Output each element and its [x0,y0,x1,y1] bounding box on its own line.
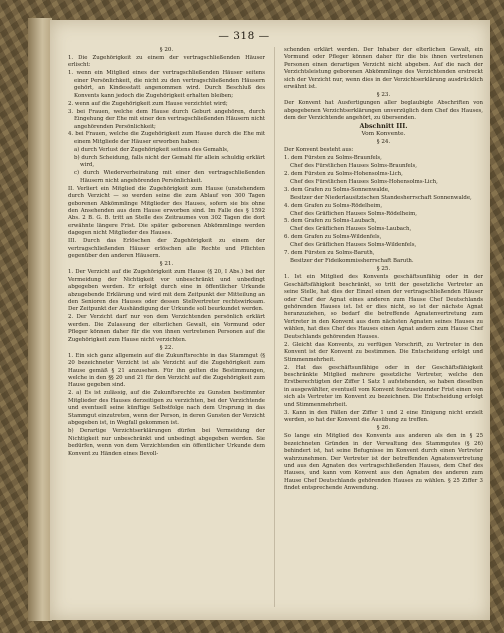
sub-list-item: Chef des Gräflichen Hauses Solms-Laubach, [290,226,412,233]
paragraph: 2. Hat das geschäftsunfähige oder in der Geschäftsfähigkeit beschränkte Mitglied mehrere gesetzliche Vertreter, welche den Erstberechtigten der Ziffer 1 Satz 1 aufstehenden, so haben dieselben in ausgewählter, eventuell vom Konvent festzusetzender Frist einen von sich als Vertreter im Konvent zu bezeichnen. Die Entscheidung erfolgt und Stimmenmehrheit. [284,364,483,408]
paragraph: 2. a) Es ist zulässig, auf die Zukunftsrechte zu Gunsten bestimmter Mitglieder des Hauses derzeitigen zu verzichten, bei der Verzichtende und eventuell seine künftige Selbstfolge nach dem Ursprung in das Stammgut einzutreten, wenn der Person, in deren Gunsten der Verzicht abgegeben ist, in Wegfall gekommen ist. [68,390,265,427]
paragraph: II. Verliert ein Mitglied die Zugehörigkeit zum Hause (unstehendem durch Verzicht — so werden seine die zum Ablauf von 300 Tagen geborenen Abkömmlinge Mitglieder des Hauses, sofern sie bis ohne den Ansehenden aus dem Hause erworben sind. Im Falle des § 1592 Abs. 2 B. G. B. tritt an Stelle des Zeitraumes von 302 Tagen die dort erwähnte längere Frist. Die später geborenen Abkömmlinge werden dagegen nicht Mitglieder des Hauses. [68,185,265,237]
sub-list-item: Chef des Gräflichen Hauses Solms-Rödelheim, [290,210,417,217]
chapter-subtitle: Vom Konvente. [361,130,406,137]
column-divider [274,47,275,607]
paragraph: 1. Ein sich ganz allgemein auf die Zukunftsrechte in das Stammgut (§ 20 bezeichneter Verzicht ist als Verzicht auf die Zugehörigkeit zum Hause gemäß § 21 anzusehen. Für ihn gelten die Bestimmungen, welche in den §§ 20 und 21 für den Verzicht auf die Zugehörigkeit zum Hause gegeben sind. [68,352,265,389]
list-item: 7. dem Fürsten zu Solms-Baruth, [284,250,375,257]
page-number: — 318 — [218,30,270,42]
list-item: 1. wenn ein Mitglied eines der vertragschließenden Häuser seitens einer Persönlichkeit, die nicht zu den vertragschließenden Häusern gehört, an Kindesstatt angenommen wird. Durch Beschluß des Konvents kann jedoch die Zugehörigkeit erhalten bleiben; [68,70,265,99]
paragraph: 3. Kann in den Fällen der Ziffer 1 und 2 eine Einigung nicht erzielt werden, so hat der Konvent die Ausübung zu treffen. [284,409,483,424]
right-column [284,47,483,493]
left-column [68,47,265,458]
section-heading: § 25. [376,266,391,273]
sub-list-item: Chef des Fürstlichen Hauses Solms-Braunfels, [290,162,417,169]
section-heading: § 24. [376,138,391,145]
list-item: 3. bei Frauen, welche dem Hause durch Geburt angehören, durch Eingehung der Ehe mit einer den vertragschließenden Häusern nicht angehörenden Persönlichkeit; [68,108,265,130]
section-heading: § 26. [376,425,391,432]
paragraph: Der Konvent besteht aus: [284,146,354,153]
paragraph: 2. Der Verzicht darf nur von dem Verzichtenden persönlich erklärt werden. Die Zulassung der elterlichen Gewalt, ein Vormund oder Pfleger können daher für die von ihnen vertretenen Personen auf die Zugehörigkeit zum Hause nicht verzichten. [68,314,265,343]
section-heading: § 20. [159,47,174,53]
sub-list-item: a) durch Verlust der Zugehörigkeit seitens des Gemahls, [74,146,229,153]
paragraph: III. Durch das Erlöschen der Zugehörigkeit zu einem der vertragschließenden Häuser erlöschen alle Rechte und Pflichten gegenüber den anderen Häusern. [68,238,265,260]
paragraph: 1. Ist ein Mitglied des Konvents geschäftsunfähig oder in der Geschäftsfähigkeit beschränkt, so tritt der gesetzliche Vertreter an seine Stelle, hat dies der Einzel einen der vertragschließenden Häuser oder Chef der Agnat eines anderen zum Hause Chef Deutschlands gehörenden Hauses ist. Ist er dies nicht, so ist der nächste Agnat heranzuziehen, so bedarf die betreffende Agnatenvertretung zum Vertreter in den Konvent aus dem nächsten Agnaten seines Hauses zu wählen, hat dies Chef des Hauses einen Agnat andern zum Hause Chef Deutschlands gehörenden Hauses. [284,274,483,340]
list-item: 2. dem Fürsten zu Solms-Hohensolms-Lich, [284,170,403,177]
section-heading: § 22. [159,344,174,351]
paragraph: 1. Die Zugehörigkeit zu einem der vertragschließenden Häuser erlischt: [68,54,265,69]
list-item: 4. dem Grafen zu Solms-Rödelheim, [284,202,383,209]
sub-list-item: Chef des Gräflichen Hauses Solms-Wildenfels, [290,242,417,249]
list-item: 2. wenn auf die Zugehörigkeit zum Hause verzichtet wird; [68,100,228,107]
list-item: 4. bei Frauen, welche die Zugehörigkeit zum Hause durch die Ehe mit einem Mitgliede der Häuser erworben haben: [68,131,265,145]
paragraph: So lange ein Mitglied des Konvents aus anderen als den in § 25 bezeichneten Gründen in der Verwaltung des Stammgutes (§ 26) behindert ist, hat seine Befugnisse im Konvent durch einen Vertreter wahrzunehmen. Der Vertreter ist der betreffenden Agnatenvertretung und aus den Agnaten des vertragschließenden Hauses, dem Chef des Hauses, und kann vom Konvent aus den Agnaten des anderen zum Hause Chef Deutschlands gehörenden Hauses zu wählen. § 25 Ziffer 3 findet entsprechende Anwendung. [284,433,483,492]
paragraph: 2. Gleicht das Konvents, zu verfügen Vorschrift, zu Vertreter in den Konvent ist der Konvent zu bestimmen. Die Entscheidung erfolgt und Stimmenmehrheit. [284,341,483,363]
paragraph: Der Konvent hat Ausfertigungen aller beglaubigte Abschriften von abgegebenen Verzichtserklärungen unverzüglich dem Chef des Hauses, dem der Verzichtende angehört, zu übersenden. [284,100,483,122]
section-heading: § 21. [159,261,174,268]
chapter-heading: Abschnitt III. [359,122,408,131]
sub-list-item: Besitzer der Fideikommissherrschaft Baruth. [290,258,414,265]
sub-list-item: Besitzer der Niederlausitzischen Standesherrschaft Sonnenwalde, [290,194,472,201]
list-item: 3. dem Grafen zu Solms-Sonnenwalde, [284,186,390,193]
paragraph: b) Derartige Verzichtserklärungen dürfen bei Vermeidung der Nichtigkeit nur unbeschränkt und unbedingt abgegeben werden. Sie bedürfen, wenn von dem Verzichtenden ein öffentlicher Urkunde dem Konvent zu Händen eines Bevoll- [68,428,265,457]
paragraph: schenden erklärt werden. Der Inhaber der elterlichen Gewalt, ein Vormund oder Pfleger können daher für die bis ihnen vertretenen Personen einen derartigen Verzicht nicht abgeben. Auf die nach der Verzichtsleistung geborenen Abkömmlinge des Verzichtenden erstreckt sich der Verzicht nur, wenn dies in der Verzichtserklärung ausdrücklich erwähnt ist. [284,47,483,91]
sub-list-item: b) durch Scheidung, falls nicht der Gemahl für allein schuldig erklärt wird, [74,154,265,169]
paragraph: 1. Der Verzicht auf die Zugehörigkeit zum Hause (§ 20, I Abs.) bei der Vermeidung der Nichtigkeit vor unbeschränkt und unbedingt abgegeben werden. Er erfolgt durch eine in öffentlicher Urkunde abzugebende Erklärung und wird mit dem Zeitpunkt der Mitteilung an den Senioren des Hauses oder dessen Stellvertreter rechtswirksam. Der Zeitpunkt der Aushändigung der Urkunde soll beurkundet werden. [68,269,265,313]
sub-list-item: c) durch Wiederverheiratung mit einer den vertragschließenden Häusern nicht angehörenden Persönlichkeit. [74,170,265,184]
sub-list-item: Chef des Fürstlichen Hauses Solms-Hohensolms-Lich, [290,178,438,185]
section-heading: § 23. [376,92,391,99]
list-item: 1. dem Fürsten zu Solms-Braunfels, [284,154,382,161]
list-item: 5. dem Grafen zu Solms-Laubach, [284,218,377,225]
list-item: 6. dem Grafen zu Solms-Wildenfels, [284,234,382,241]
book-binding [28,18,52,621]
